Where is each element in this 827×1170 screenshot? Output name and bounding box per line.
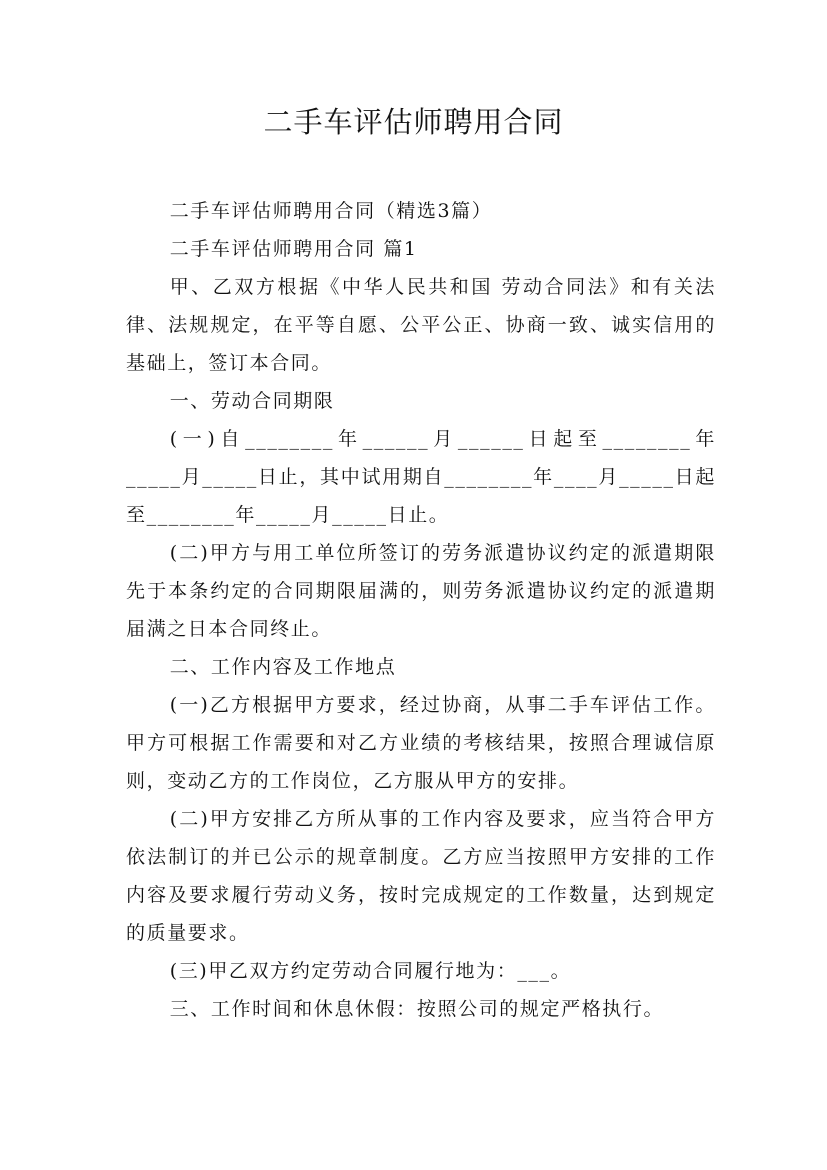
paragraph-section-heading: 二手车评估师聘用合同 篇1 bbox=[169, 238, 418, 260]
paragraph-intro: 甲、乙双方根据《中华人民共和国 劳动合同法》和有关法律、法规规定，在平等自愿、公平公正、协商一致、诚实信用的基础上，签订本合同。 bbox=[126, 276, 716, 374]
document-title: 二手车评估师聘用合同 bbox=[263, 105, 564, 139]
paragraph-subtitle: 二手车评估师聘用合同（精选3篇） bbox=[169, 200, 493, 222]
paragraph-clause-3: 三、工作时间和休息休假：按照公司的规定严格执行。 bbox=[169, 998, 665, 1020]
paragraph-clause-2-1: (一)乙方根据甲方要求，经过协商，从事二手车评估工作。甲方可根据工作需要和对乙方业绩的考核结果，按照合理诚信原则，变动乙方的工作岗位，乙方服从甲方的安排。 bbox=[126, 694, 716, 792]
paragraph-clause-2-heading: 二、工作内容及工作地点 bbox=[169, 656, 397, 678]
document-body bbox=[126, 192, 716, 1028]
paragraph-clause-1-2: (二)甲方与用工单位所签订的劳务派遣协议约定的派遣期限先于本条约定的合同期限届满的，则劳务派遣协议约定的派遣期届满之日本合同终止。 bbox=[126, 542, 716, 640]
paragraph-clause-2-2: (二)甲方安排乙方所从事的工作内容及要求，应当符合甲方依法制订的并已公示的规章制度。乙方应当按照甲方安排的工作内容及要求履行劳动义务，按时完成规定的工作数量，达到规定的质量要求。 bbox=[126, 808, 716, 944]
paragraph-clause-1-heading: 一、劳动合同期限 bbox=[169, 390, 335, 412]
paragraph-clause-2-3: (三)甲乙双方约定劳动合同履行地为：___。 bbox=[169, 960, 572, 982]
paragraph-clause-1-1: (一)自________年______月______日起至________年_____月_____日止，其中试用期自________年____月_____日起至________年_____月_____日止。 bbox=[126, 428, 716, 526]
